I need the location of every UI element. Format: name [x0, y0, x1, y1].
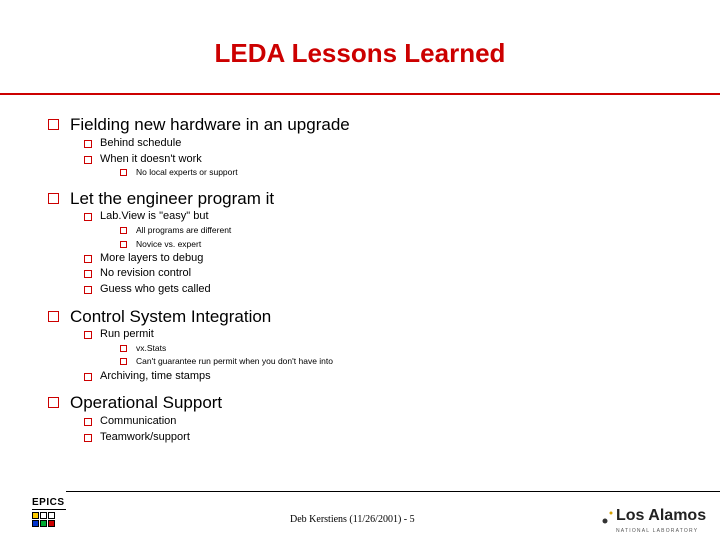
bullet-box-icon: [120, 227, 127, 234]
list-item: Communication: [84, 416, 176, 427]
list-item: Guess who gets called: [84, 284, 211, 295]
bullet-box-icon: [84, 255, 92, 263]
bullet-box-icon: [84, 373, 92, 381]
list-item: Lab.View is "easy" but: [84, 211, 209, 222]
list-item: When it doesn't work: [84, 154, 202, 165]
bullet-box-icon: [84, 270, 92, 278]
bullet-box-icon: [84, 286, 92, 294]
bullet-box-icon: [48, 397, 59, 408]
section-heading: Control System Integration: [48, 308, 271, 325]
sub-list-item: No local experts or support: [120, 168, 238, 177]
slide-title: LEDA Lessons Learned: [214, 38, 506, 68]
sub-list-item: vx.Stats: [120, 344, 166, 353]
bullet-box-icon: [48, 311, 59, 322]
bullet-box-icon: [120, 241, 127, 248]
bullet-box-icon: [84, 140, 92, 148]
list-item: More layers to debug: [84, 253, 203, 264]
title-divider: [0, 93, 720, 95]
section-heading: Operational Support: [48, 394, 222, 411]
list-item: Archiving, time stamps: [84, 371, 211, 382]
bullet-box-icon: [120, 345, 127, 352]
footer-text: Deb Kerstiens (11/26/2001) - 5: [290, 514, 415, 525]
bullet-box-icon: [84, 418, 92, 426]
section-heading: Fielding new hardware in an upgrade: [48, 116, 350, 133]
bullet-box-icon: [84, 331, 92, 339]
bullet-box-icon: [120, 169, 127, 176]
bullet-box-icon: [84, 156, 92, 164]
bullet-box-icon: [84, 213, 92, 221]
list-item: No revision control: [84, 268, 191, 279]
footer-divider: [66, 491, 720, 492]
list-item: Behind schedule: [84, 138, 181, 149]
los-alamos-logo: Los Alamos NATIONAL LABORATORY: [598, 507, 718, 537]
bullet-box-icon: [48, 119, 59, 130]
epics-logo: EPICS: [30, 497, 80, 537]
atom-icon: [598, 507, 616, 535]
list-item: Teamwork/support: [84, 432, 190, 443]
sub-list-item: Can't guarantee run permit when you don't have into: [120, 357, 333, 366]
list-item: Run permit: [84, 329, 154, 340]
section-heading: Let the engineer program it: [48, 190, 274, 207]
bullet-box-icon: [48, 193, 59, 204]
bullet-box-icon: [120, 358, 127, 365]
bullet-box-icon: [84, 434, 92, 442]
sub-list-item: All programs are different: [120, 226, 231, 235]
sub-list-item: Novice vs. expert: [120, 240, 201, 249]
